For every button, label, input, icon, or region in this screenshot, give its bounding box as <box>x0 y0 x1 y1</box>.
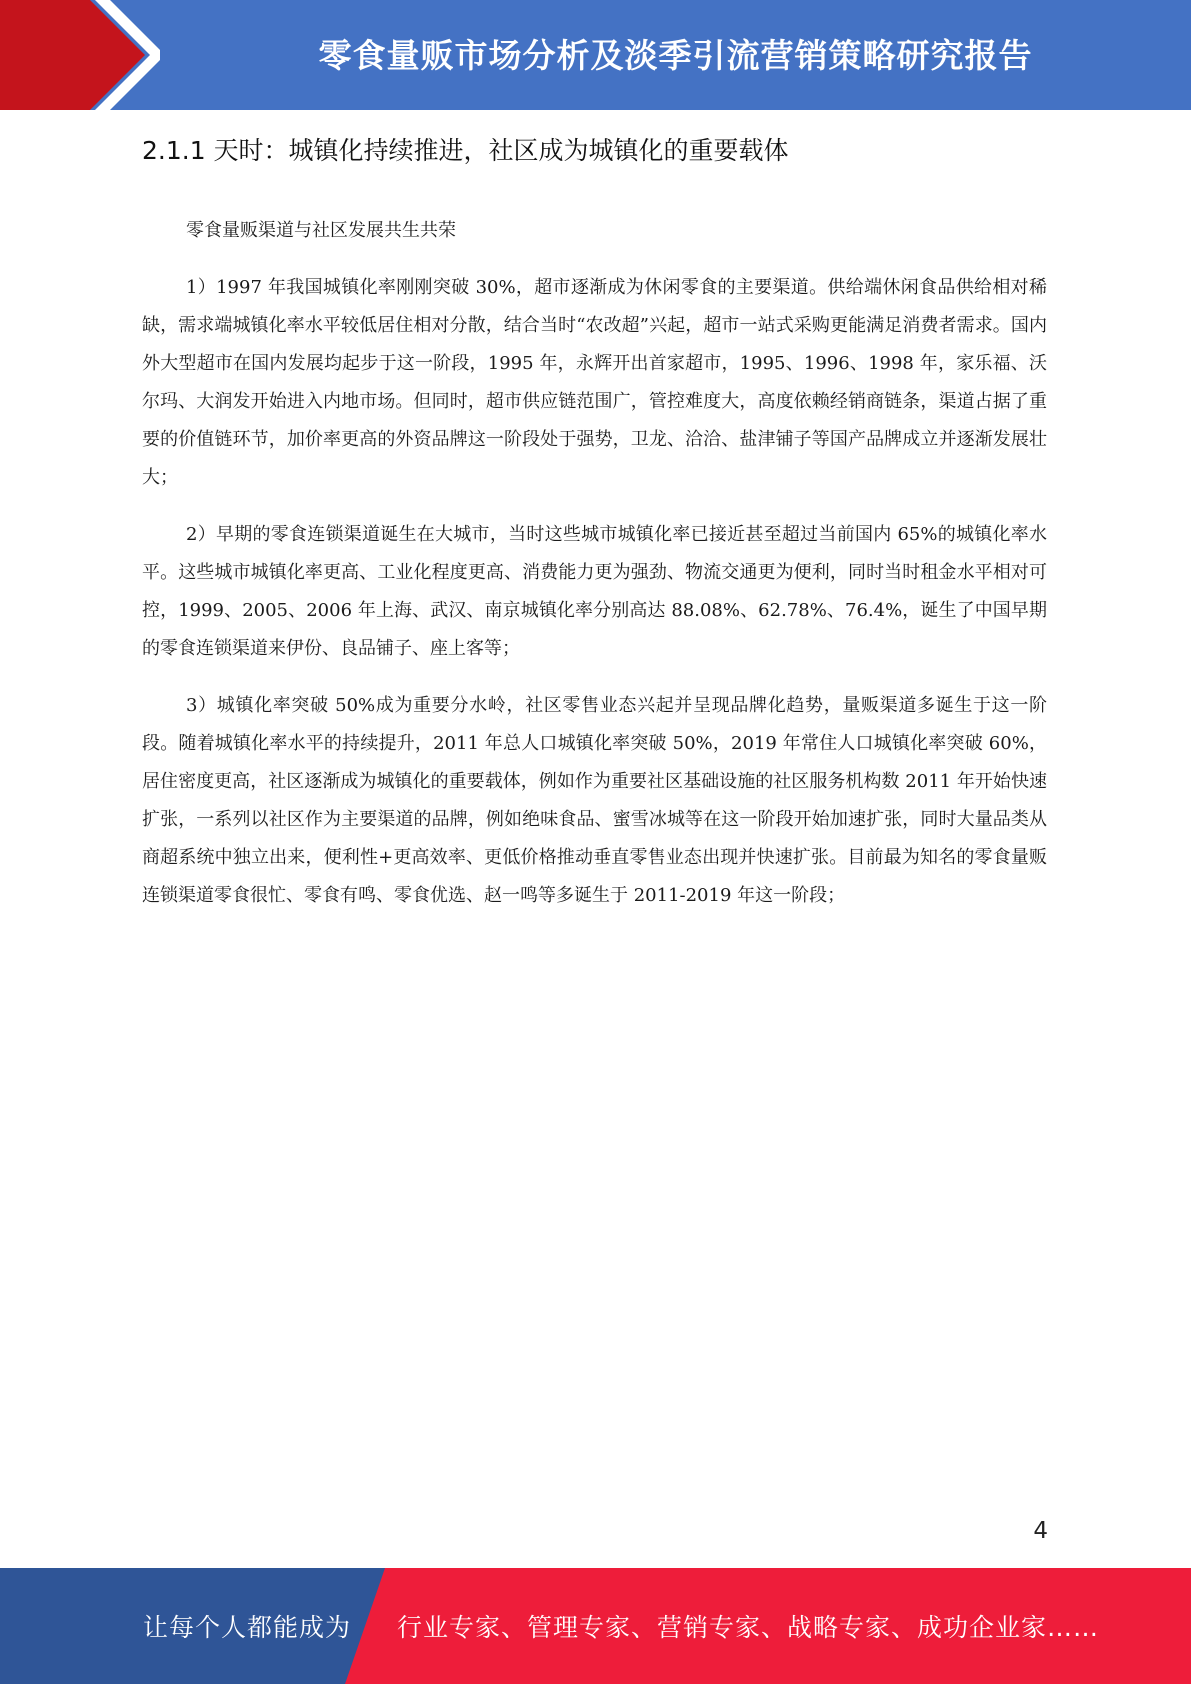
footer-slogan-right: 行业专家、管理专家、营销专家、战略专家、成功企业家…… <box>397 1613 1100 1642</box>
paragraph-2: 2）早期的零食连锁渠道诞生在大城市，当时这些城市城镇化率已接近甚至超过当前国内 65%的城镇化率水平。这些城市城镇化率更高、工业化程度更高、消费能力更为强劲、物流交通更为便利，同时当时租金水平相对可控，1999、2005、2006 年上海、武汉、南京城镇化率分别高达 88.08%、62.78%、76.4%，诞生了中国早期的零食连锁渠道来伊份、良品铺子、座上客等； <box>142 524 1047 659</box>
footer-band <box>0 1568 1191 1684</box>
body-content <box>142 212 1047 934</box>
section-heading: 2.1.1 天时：城镇化持续推进，社区成为城镇化的重要载体 <box>142 136 789 165</box>
paragraph-3: 3）城镇化率突破 50%成为重要分水岭，社区零售业态兴起并呈现品牌化趋势，量贩渠道多诞生于这一阶段。随着城镇化率水平的持续提升，2011 年总人口城镇化率突破 50%，2019 年常住人口城镇化率突破 60%，居住密度更高，社区逐渐成为城镇化的重要载体，例如作为重要社区基础设施的社区服务机构数 2011 年开始快速扩张，一系列以社区作为主要渠道的品牌，例如绝味食品、蜜雪冰城等在这一阶段开始加速扩张，同时大量品类从商超系统中独立出来，便利性+更高效率、更低价格推动垂直零售业态出现并快速扩张。目前最为知名的零食量贩连锁渠道零食很忙、零食有鸣、零食优选、赵一鸣等多诞生于 2011-2019 年这一阶段； <box>142 695 1047 906</box>
header-arrow-decoration <box>0 0 160 110</box>
paragraph-1: 1）1997 年我国城镇化率刚刚突破 30%，超市逐渐成为休闲零食的主要渠道。供给端休闲食品供给相对稀缺，需求端城镇化率水平较低居住相对分散，结合当时“农改超”兴起，超市一站式采购更能满足消费者需求。国内外大型超市在国内发展均起步于这一阶段，1995 年，永辉开出首家超市，1995、1996、1998 年，家乐福、沃尔玛、大润发开始进入内地市场。但同时，超市供应链范围广，管控难度大，高度依赖经销商链条，渠道占据了重要的价值链环节，加价率更高的外资品牌这一阶段处于强势，卫龙、洽洽、盐津铺子等国产品牌成立并逐渐发展壮大； <box>142 277 1047 488</box>
report-title: 零食量贩市场分析及淡季引流营销策略研究报告 <box>318 35 1033 75</box>
header-band <box>0 0 1191 110</box>
content-subtitle: 零食量贩渠道与社区发展共生共荣 <box>186 220 456 241</box>
page-number: 4 <box>1033 1518 1048 1544</box>
footer-slogan-left: 让每个人都能成为 <box>143 1613 352 1642</box>
